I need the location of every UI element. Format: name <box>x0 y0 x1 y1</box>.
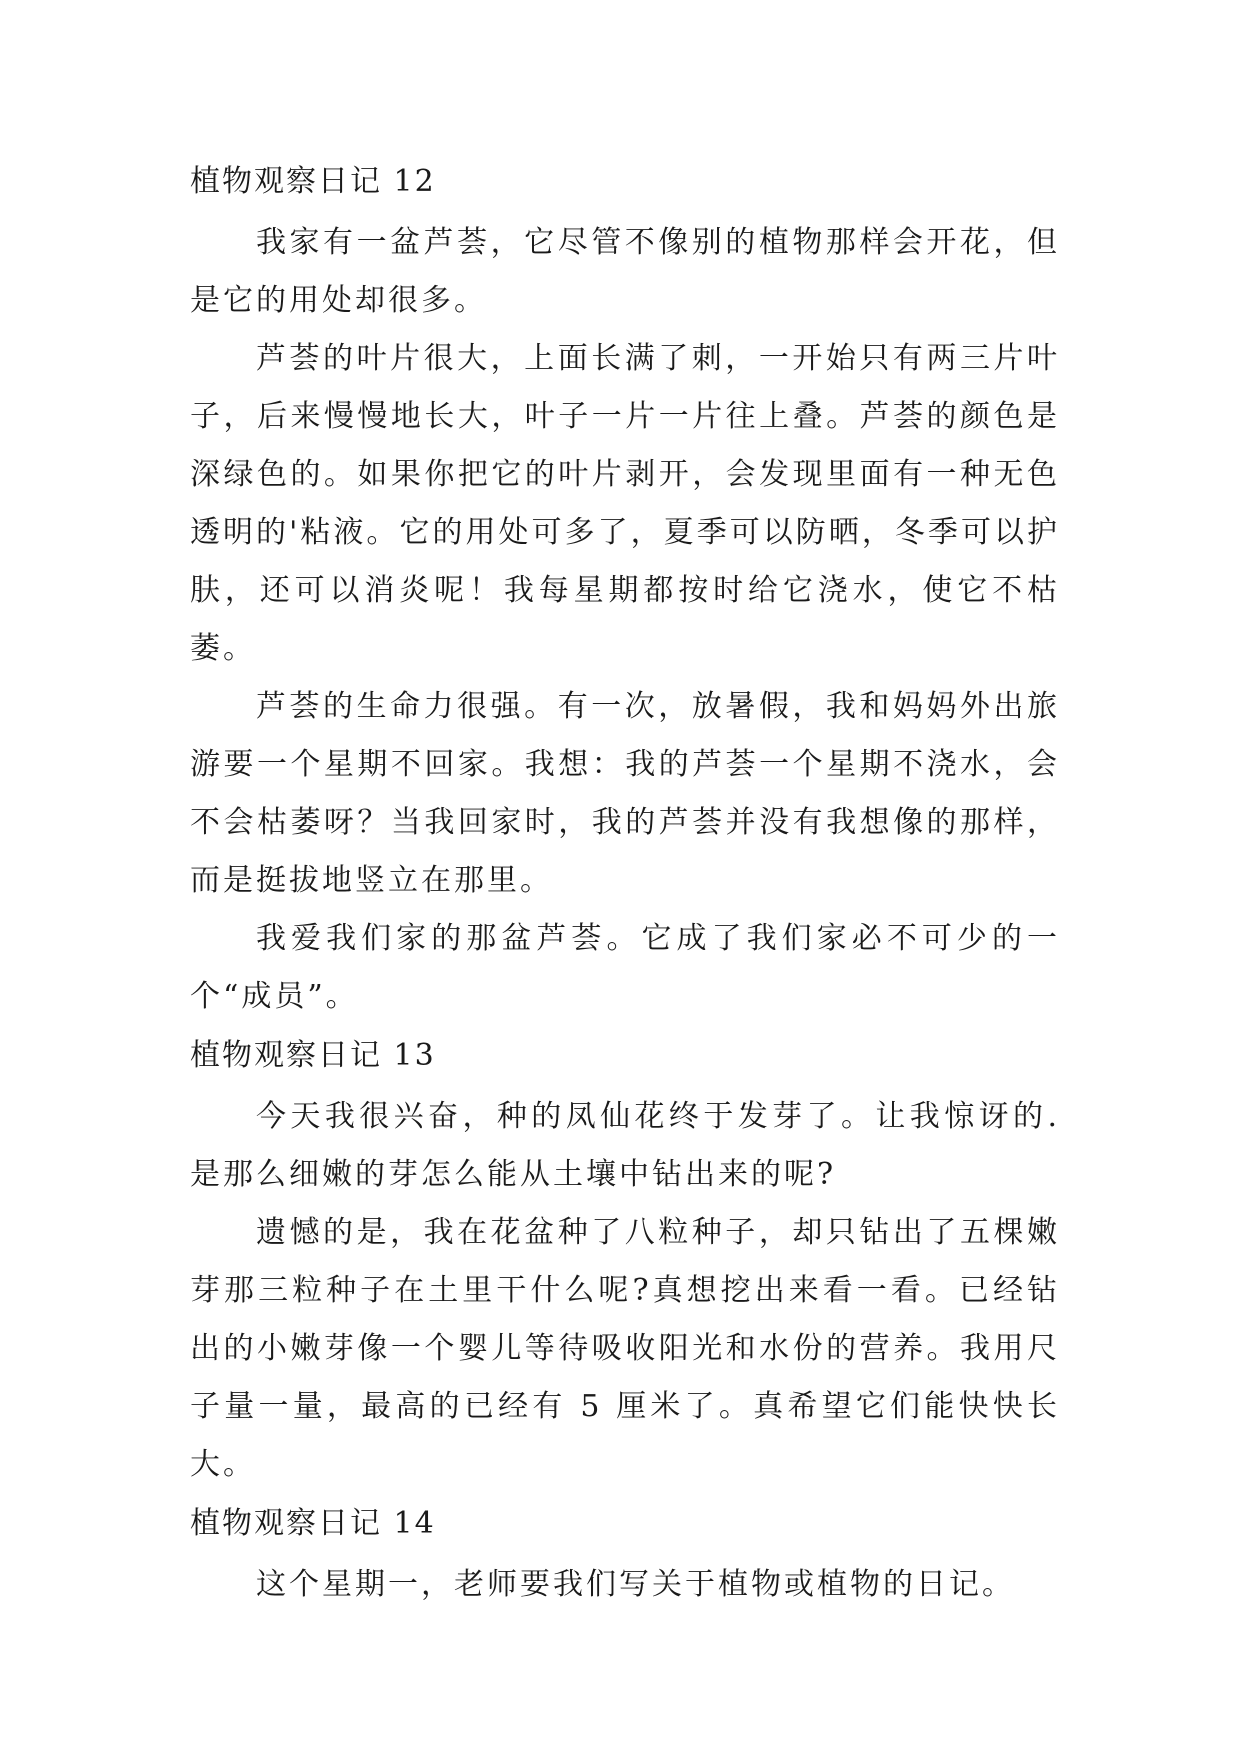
entry-title: 植物观察日记 12 <box>190 164 436 199</box>
entry-title: 植物观察日记 14 <box>190 1506 436 1541</box>
paragraph: 芦荟的生命力很强。有一次，放暑假，我和妈妈外出旅游要一个星期不回家。我想：我的芦荟一个星期不浇水，会不会枯萎呀？当我回家时，我的芦荟并没有我想像的那样，而是挺拔地竖立在那里。 <box>190 689 1060 898</box>
document-body <box>190 158 1060 1614</box>
paragraph: 芦荟的叶片很大，上面长满了刺，一开始只有两三片叶子，后来慢慢地长大，叶子一片一片往上叠。芦荟的颜色是深绿色的。如果你把它的叶片剥开，会发现里面有一种无色透明的'粘液。它的用处可多了，夏季可以防晒，冬季可以护肤，还可以消炎呢！我每星期都按时给它浇水，使它不枯萎。 <box>190 341 1060 666</box>
paragraph: 这个星期一，老师要我们写关于植物或植物的日记。 <box>256 1567 1015 1602</box>
diary-entry-12 <box>190 158 1060 1026</box>
diary-entry-14 <box>190 1500 1060 1614</box>
diary-entry-13 <box>190 1032 1060 1494</box>
paragraph: 我家有一盆芦荟，它尽管不像别的植物那样会开花，但是它的用处却很多。 <box>190 225 1060 318</box>
paragraph: 我爱我们家的那盆芦荟。它成了我们家必不可少的一个“成员”。 <box>190 921 1060 1014</box>
entry-title: 植物观察日记 13 <box>190 1038 436 1073</box>
paragraph: 今天我很兴奋，种的凤仙花终于发芽了。让我惊讶的.是那么细嫩的芽怎么能从土壤中钻出来的呢? <box>190 1099 1060 1192</box>
paragraph: 遗憾的是，我在花盆种了八粒种子，却只钻出了五棵嫩芽那三粒种子在土里干什么呢?真想挖出来看一看。已经钻出的小嫩芽像一个婴儿等待吸收阳光和水份的营养。我用尺子量一量，最高的已经有 5 厘米了。真希望它们能快快长大。 <box>190 1215 1060 1482</box>
